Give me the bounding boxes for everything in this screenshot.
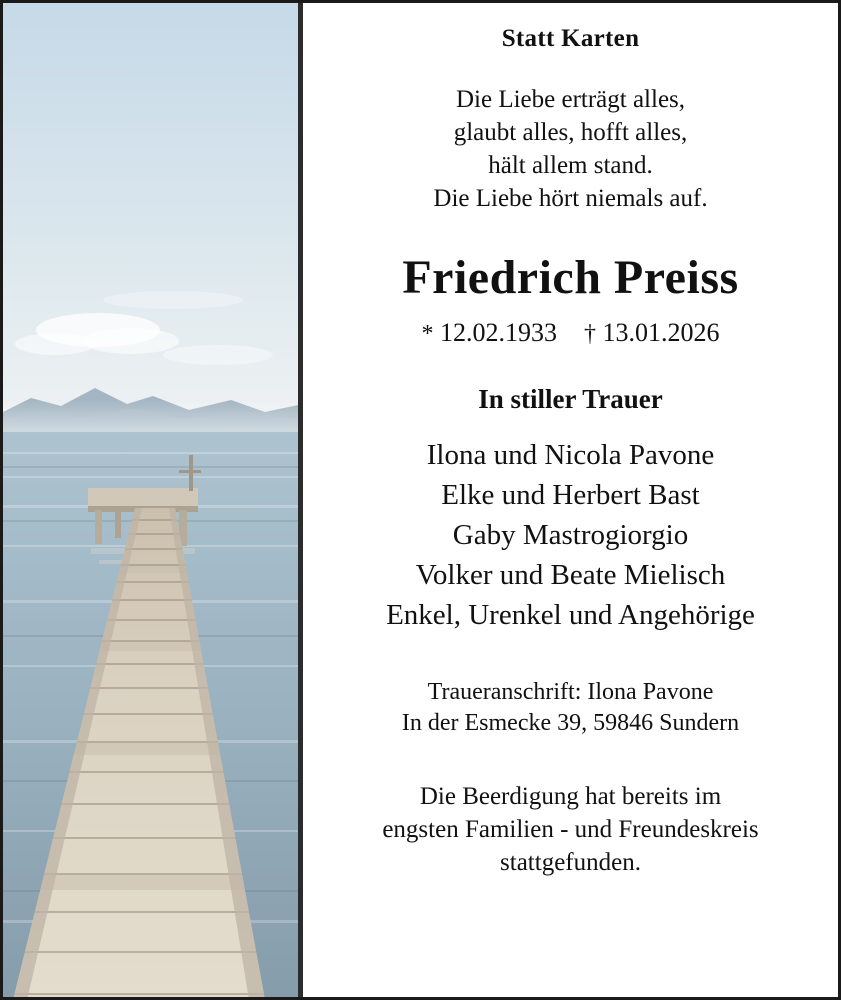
- life-dates: [321, 317, 820, 349]
- pier-photo-graphic: [3, 3, 303, 997]
- funeral-note-line-1: Die Beerdigung hat bereits im: [419, 782, 722, 810]
- verse-line-2: glaubt alles, hofft alles,: [453, 118, 688, 146]
- notice-heading: Statt Karten: [501, 25, 640, 52]
- notice-text-panel: [303, 3, 838, 997]
- verse-line-4: Die Liebe hört niemals auf.: [433, 184, 708, 212]
- verse-line-3: hält allem stand.: [488, 151, 653, 179]
- mourner-1: Ilona und Nicola Pavone: [426, 439, 715, 472]
- mourning-address: [321, 677, 820, 739]
- photo-divider: [298, 3, 303, 997]
- funeral-note-line-2: engsten Familien - und Freundeskreis: [382, 815, 759, 843]
- pier-photo: [3, 3, 303, 997]
- address-line-2: In der Esmecke 39, 59846 Sundern: [401, 710, 740, 737]
- mourner-2: Elke und Herbert Bast: [441, 479, 700, 512]
- deceased-name: Friedrich Preiss: [402, 250, 739, 304]
- verse-line-1: Die Liebe erträgt alles,: [455, 85, 686, 113]
- mourners-list: [321, 435, 820, 635]
- address-line-1: Traueranschrift: Ilona Pavone: [427, 679, 714, 706]
- mourner-3: Gaby Mastrogiorgio: [452, 519, 689, 552]
- verse-block: [321, 83, 820, 215]
- mourning-header: In stiller Trauer: [478, 383, 663, 414]
- death-date: 13.01.2026: [602, 317, 720, 347]
- funeral-note-line-3: stattgefunden.: [500, 848, 641, 876]
- birth-date: 12.02.1933: [440, 317, 557, 347]
- death-symbol: †: [584, 320, 596, 347]
- mourner-4: Volker und Beate Mielisch: [415, 559, 726, 592]
- funeral-note: [321, 780, 820, 879]
- birth-symbol: *: [421, 320, 434, 347]
- mourner-5: Enkel, Urenkel und Angehörige: [386, 599, 755, 632]
